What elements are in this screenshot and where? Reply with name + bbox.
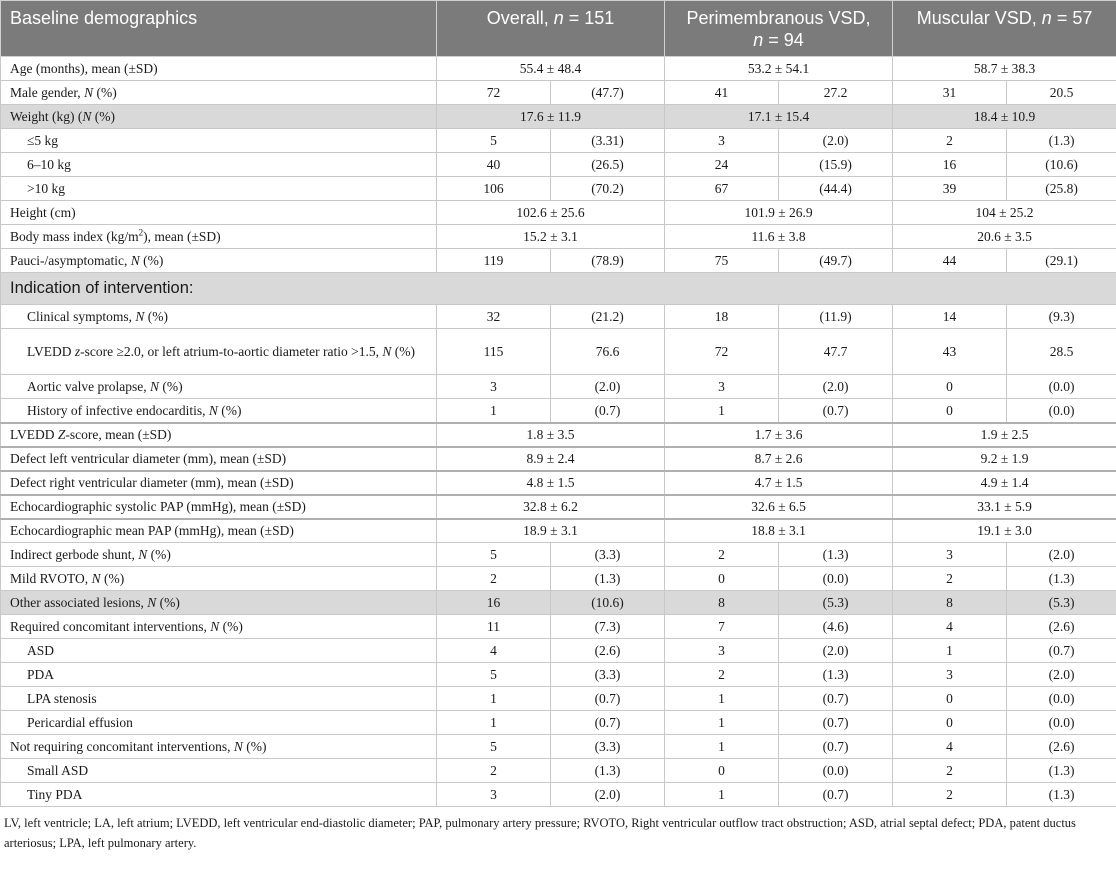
value-cell: (2.0) — [1007, 543, 1116, 567]
value-cell: (4.6) — [779, 615, 893, 639]
value-cell: (1.3) — [1007, 783, 1116, 807]
table-row — [1, 375, 1116, 399]
value-cell: 4 — [893, 735, 1007, 759]
value-cell: 3 — [437, 375, 551, 399]
table-row — [1, 329, 1116, 375]
value-cell: 1 — [665, 783, 779, 807]
row-label: >10 kg — [1, 177, 437, 201]
value-cell: 1 — [665, 687, 779, 711]
value-cell: (3.31) — [551, 129, 665, 153]
row-label: LPA stenosis — [1, 687, 437, 711]
value-cell: 67 — [665, 177, 779, 201]
value-cell: (7.3) — [551, 615, 665, 639]
value-cell: 1 — [437, 399, 551, 423]
value-cell: 40 — [437, 153, 551, 177]
value-cell: (44.4) — [779, 177, 893, 201]
row-label: ≤5 kg — [1, 129, 437, 153]
value-cell: (70.2) — [551, 177, 665, 201]
row-label: Echocardiographic systolic PAP (mmHg), mean (±SD) — [1, 495, 437, 519]
table-row — [1, 153, 1116, 177]
value-cell: (10.6) — [551, 591, 665, 615]
value-cell: (0.0) — [1007, 711, 1116, 735]
value-cell: (9.3) — [1007, 305, 1116, 329]
value-cell: 17.1 ± 15.4 — [665, 105, 893, 129]
value-cell: 75 — [665, 249, 779, 273]
value-cell: 72 — [437, 81, 551, 105]
value-cell: 1.9 ± 2.5 — [893, 423, 1116, 447]
value-cell: 8.7 ± 2.6 — [665, 447, 893, 471]
value-cell: 3 — [665, 129, 779, 153]
table-row — [1, 177, 1116, 201]
table-row — [1, 711, 1116, 735]
value-cell: 115 — [437, 329, 551, 375]
value-cell: 8 — [893, 591, 1007, 615]
value-cell: (0.0) — [1007, 399, 1116, 423]
value-cell: 31 — [893, 81, 1007, 105]
value-cell: 27.2 — [779, 81, 893, 105]
value-cell: 3 — [665, 375, 779, 399]
table-row — [1, 567, 1116, 591]
value-cell: 2 — [665, 543, 779, 567]
value-cell: 20.5 — [1007, 81, 1116, 105]
value-cell: 0 — [893, 687, 1007, 711]
value-cell: 15.2 ± 3.1 — [437, 225, 665, 249]
value-cell: (3.3) — [551, 543, 665, 567]
header-overall: Overall, n = 151 — [437, 1, 665, 57]
row-label: Clinical symptoms, N (%) — [1, 305, 437, 329]
value-cell: (2.0) — [551, 375, 665, 399]
value-cell: (5.3) — [1007, 591, 1116, 615]
value-cell: 5 — [437, 543, 551, 567]
table-row — [1, 783, 1116, 807]
value-cell: 32.8 ± 6.2 — [437, 495, 665, 519]
value-cell: (2.6) — [551, 639, 665, 663]
table-row — [1, 129, 1116, 153]
value-cell: (2.0) — [779, 129, 893, 153]
value-cell: 11.6 ± 3.8 — [665, 225, 893, 249]
row-label: Age (months), mean (±SD) — [1, 57, 437, 81]
table-row — [1, 81, 1116, 105]
value-cell: 24 — [665, 153, 779, 177]
value-cell: 4 — [437, 639, 551, 663]
value-cell: (1.3) — [551, 759, 665, 783]
value-cell: 2 — [893, 759, 1007, 783]
row-label: 6–10 kg — [1, 153, 437, 177]
row-label: Small ASD — [1, 759, 437, 783]
section-header-indication — [1, 273, 1116, 305]
section-title: Indication of intervention: — [1, 273, 1116, 305]
value-cell: (0.0) — [1007, 687, 1116, 711]
value-cell: 3 — [893, 663, 1007, 687]
header-row — [1, 1, 1116, 57]
value-cell: 0 — [893, 399, 1007, 423]
value-cell: 3 — [893, 543, 1007, 567]
value-cell: 20.6 ± 3.5 — [893, 225, 1116, 249]
table-row — [1, 687, 1116, 711]
row-label: History of infective endocarditis, N (%) — [1, 399, 437, 423]
value-cell: 53.2 ± 54.1 — [665, 57, 893, 81]
value-cell: (3.3) — [551, 735, 665, 759]
row-label: Male gender, N (%) — [1, 81, 437, 105]
value-cell: 14 — [893, 305, 1007, 329]
value-cell: 9.2 ± 1.9 — [893, 447, 1116, 471]
row-label: Tiny PDA — [1, 783, 437, 807]
table-row — [1, 663, 1116, 687]
value-cell: (2.0) — [551, 783, 665, 807]
table-row — [1, 615, 1116, 639]
value-cell: 1.7 ± 3.6 — [665, 423, 893, 447]
row-label: Pericardial effusion — [1, 711, 437, 735]
row-label: LVEDD z-score ≥2.0, or left atrium-to-aortic diameter ratio >1.5, N (%) — [1, 329, 437, 375]
value-cell: (1.3) — [1007, 759, 1116, 783]
value-cell: 8 — [665, 591, 779, 615]
table-row — [1, 591, 1116, 615]
value-cell: 28.5 — [1007, 329, 1116, 375]
value-cell: 19.1 ± 3.0 — [893, 519, 1116, 543]
value-cell: (78.9) — [551, 249, 665, 273]
table-row — [1, 423, 1116, 447]
value-cell: 2 — [437, 759, 551, 783]
value-cell: 2 — [665, 663, 779, 687]
value-cell: 4.8 ± 1.5 — [437, 471, 665, 495]
value-cell: (0.7) — [551, 687, 665, 711]
value-cell: 1.8 ± 3.5 — [437, 423, 665, 447]
row-label: Body mass index $(kg/m^2)$, mean (±SD) — [1, 225, 437, 249]
value-cell: 7 — [665, 615, 779, 639]
value-cell: 3 — [437, 783, 551, 807]
value-cell: 119 — [437, 249, 551, 273]
value-cell: 11 — [437, 615, 551, 639]
value-cell: (29.1) — [1007, 249, 1116, 273]
value-cell: (5.3) — [779, 591, 893, 615]
row-label: Height (cm) — [1, 201, 437, 225]
value-cell: (0.7) — [551, 399, 665, 423]
value-cell: (15.9) — [779, 153, 893, 177]
value-cell: 47.7 — [779, 329, 893, 375]
value-cell: (2.0) — [779, 639, 893, 663]
value-cell: 104 ± 25.2 — [893, 201, 1116, 225]
value-cell: 1 — [437, 711, 551, 735]
value-cell: (0.7) — [1007, 639, 1116, 663]
table-row — [1, 57, 1116, 81]
table-row — [1, 305, 1116, 329]
table-footnote: LV, left ventricle; LA, left atrium; LVEDD, left ventricular end-diastolic diameter; PAP, pulmonary artery pressure; RVOTO, Right ventricular outflow tract obstruction; ASD, atrial septal defect; PDA, patent ductus arteriosus; LPA, left pulmonary artery. — [4, 816, 1076, 850]
row-label: LVEDD Z-score, mean (±SD) — [1, 423, 437, 447]
value-cell: (25.8) — [1007, 177, 1116, 201]
value-cell: 0 — [893, 375, 1007, 399]
value-cell: (10.6) — [1007, 153, 1116, 177]
value-cell: (1.3) — [551, 567, 665, 591]
row-label: Pauci-/asymptomatic, N (%) — [1, 249, 437, 273]
table-row — [1, 735, 1116, 759]
table-row — [1, 639, 1116, 663]
value-cell: 55.4 ± 48.4 — [437, 57, 665, 81]
value-cell: 18.4 ± 10.9 — [893, 105, 1116, 129]
value-cell: (2.0) — [779, 375, 893, 399]
value-cell: 101.9 ± 26.9 — [665, 201, 893, 225]
row-label: Aortic valve prolapse, N (%) — [1, 375, 437, 399]
value-cell: (0.7) — [551, 711, 665, 735]
value-cell: 17.6 ± 11.9 — [437, 105, 665, 129]
value-cell: (1.3) — [1007, 129, 1116, 153]
value-cell: (0.0) — [1007, 375, 1116, 399]
value-cell: (0.7) — [779, 687, 893, 711]
value-cell: (11.9) — [779, 305, 893, 329]
table-row — [1, 519, 1116, 543]
value-cell: (3.3) — [551, 663, 665, 687]
value-cell: (1.3) — [779, 543, 893, 567]
value-cell: (0.7) — [779, 783, 893, 807]
header-perimembranous: Perimembranous VSD, n = 94 — [665, 1, 893, 57]
value-cell: 39 — [893, 177, 1007, 201]
table-row — [1, 105, 1116, 129]
value-cell: (0.0) — [779, 759, 893, 783]
table-row — [1, 471, 1116, 495]
value-cell: (26.5) — [551, 153, 665, 177]
row-label: Defect left ventricular diameter (mm), mean (±SD) — [1, 447, 437, 471]
value-cell: 76.6 — [551, 329, 665, 375]
value-cell: 16 — [437, 591, 551, 615]
value-cell: 18 — [665, 305, 779, 329]
value-cell: 1 — [665, 399, 779, 423]
value-cell: 2 — [893, 129, 1007, 153]
row-label: Other associated lesions, N (%) — [1, 591, 437, 615]
value-cell: 2 — [893, 567, 1007, 591]
value-cell: (0.0) — [779, 567, 893, 591]
row-label: ASD — [1, 639, 437, 663]
value-cell: (0.7) — [779, 399, 893, 423]
value-cell: 4.7 ± 1.5 — [665, 471, 893, 495]
value-cell: 44 — [893, 249, 1007, 273]
row-label: Indirect gerbode shunt, N (%) — [1, 543, 437, 567]
table-row — [1, 225, 1116, 249]
value-cell: 1 — [437, 687, 551, 711]
value-cell: (2.0) — [1007, 663, 1116, 687]
value-cell: 5 — [437, 663, 551, 687]
table-row — [1, 201, 1116, 225]
table-row — [1, 249, 1116, 273]
value-cell: 5 — [437, 129, 551, 153]
value-cell: 5 — [437, 735, 551, 759]
value-cell: 72 — [665, 329, 779, 375]
row-label: Defect right ventricular diameter (mm), mean (±SD) — [1, 471, 437, 495]
value-cell: 58.7 ± 38.3 — [893, 57, 1116, 81]
value-cell: 32 — [437, 305, 551, 329]
row-label: Echocardiographic mean PAP (mmHg), mean (±SD) — [1, 519, 437, 543]
value-cell: 16 — [893, 153, 1007, 177]
value-cell: (21.2) — [551, 305, 665, 329]
table-row — [1, 543, 1116, 567]
value-cell: (1.3) — [1007, 567, 1116, 591]
value-cell: 1 — [893, 639, 1007, 663]
table-row — [1, 447, 1116, 471]
value-cell: 0 — [665, 567, 779, 591]
value-cell: 43 — [893, 329, 1007, 375]
value-cell: 3 — [665, 639, 779, 663]
value-cell: 18.9 ± 3.1 — [437, 519, 665, 543]
value-cell: (1.3) — [779, 663, 893, 687]
row-label: Not requiring concomitant interventions, N (%) — [1, 735, 437, 759]
value-cell: 18.8 ± 3.1 — [665, 519, 893, 543]
value-cell: 102.6 ± 25.6 — [437, 201, 665, 225]
value-cell: 0 — [665, 759, 779, 783]
value-cell: (49.7) — [779, 249, 893, 273]
row-label: Weight (kg) (N (%) — [1, 105, 437, 129]
table-row — [1, 399, 1116, 423]
value-cell: 4 — [893, 615, 1007, 639]
value-cell: 0 — [893, 711, 1007, 735]
row-label: Mild RVOTO, N (%) — [1, 567, 437, 591]
header-label: Baseline demographics — [1, 1, 437, 57]
value-cell: 8.9 ± 2.4 — [437, 447, 665, 471]
value-cell: 32.6 ± 6.5 — [665, 495, 893, 519]
table-row — [1, 495, 1116, 519]
value-cell: 41 — [665, 81, 779, 105]
value-cell: 4.9 ± 1.4 — [893, 471, 1116, 495]
row-label: PDA — [1, 663, 437, 687]
value-cell: (2.6) — [1007, 735, 1116, 759]
table-row — [1, 759, 1116, 783]
value-cell: 2 — [893, 783, 1007, 807]
value-cell: 2 — [437, 567, 551, 591]
value-cell: 1 — [665, 735, 779, 759]
value-cell: 1 — [665, 711, 779, 735]
row-label: Required concomitant interventions, N (%) — [1, 615, 437, 639]
header-muscular: Muscular VSD, n = 57 — [893, 1, 1116, 57]
value-cell: 33.1 ± 5.9 — [893, 495, 1116, 519]
value-cell: (2.6) — [1007, 615, 1116, 639]
value-cell: (47.7) — [551, 81, 665, 105]
value-cell: (0.7) — [779, 735, 893, 759]
value-cell: (0.7) — [779, 711, 893, 735]
value-cell: 106 — [437, 177, 551, 201]
